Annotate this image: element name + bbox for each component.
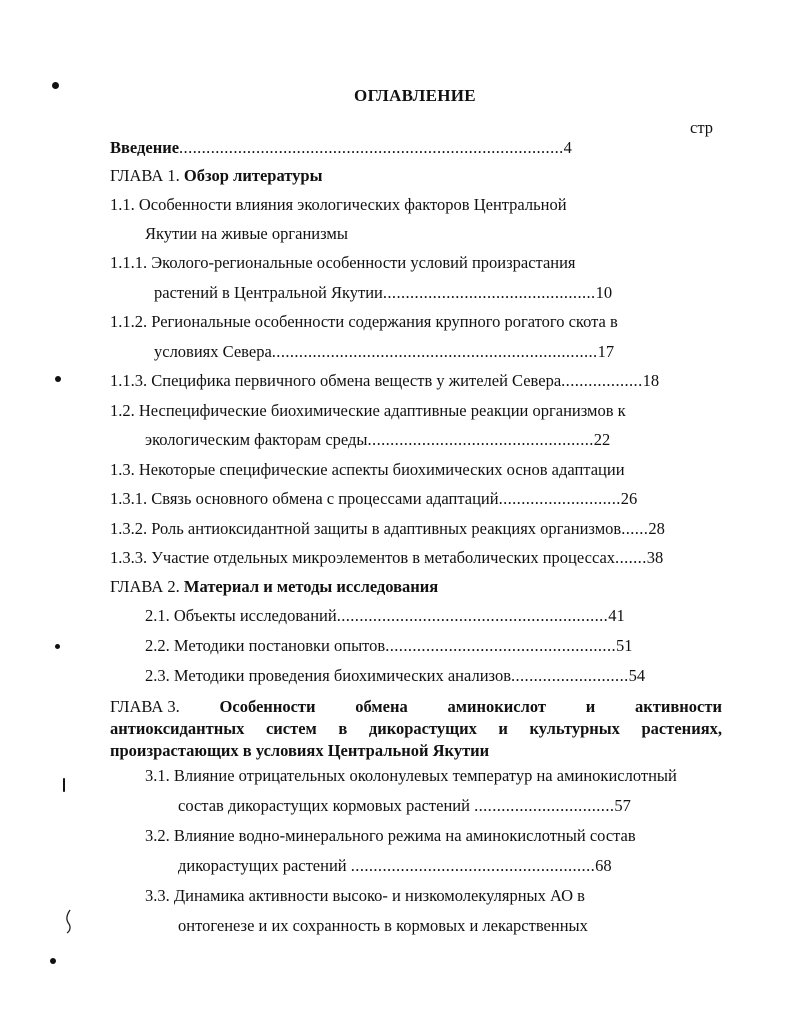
scan-dot-mark bbox=[55, 376, 61, 382]
toc-leader-dots: ........................................................................ bbox=[271, 342, 598, 361]
toc-entry-text: Введение bbox=[110, 138, 180, 157]
toc-entry-2-3[interactable] bbox=[145, 666, 722, 686]
toc-entry-text: Якутии на живые организмы bbox=[145, 224, 348, 243]
toc-entry-text: 1.3. Некоторые специфические аспекты биохимических основ адаптации bbox=[110, 460, 625, 479]
toc-entry-text: 1.2. Неспецифические биохимические адаптивные реакции организмов к bbox=[110, 401, 626, 420]
toc-entry-1-1-1[interactable] bbox=[110, 253, 576, 273]
toc-page-number: 26 bbox=[620, 489, 638, 508]
toc-entry-text: 1.3.2. Роль антиоксидантной защиты в адаптивных реакциях организмов bbox=[110, 519, 622, 538]
chapter-3-line-3: произрастающих в условиях Центральной Якутии bbox=[110, 741, 490, 760]
chapter-title-word: активности bbox=[635, 697, 722, 716]
toc-page-number: 57 bbox=[614, 796, 631, 815]
toc-leader-dots: ............................... bbox=[474, 796, 615, 815]
toc-page-number: 54 bbox=[628, 666, 646, 685]
toc-page-number: 41 bbox=[608, 606, 625, 625]
toc-entry-1-3[interactable] bbox=[110, 460, 625, 480]
toc-entry-1-1-3[interactable] bbox=[110, 371, 722, 391]
toc-page-number: 4 bbox=[563, 138, 572, 157]
toc-leader-dots: ...................................................... bbox=[350, 856, 596, 875]
toc-chapter-1[interactable] bbox=[110, 166, 322, 186]
toc-leader-dots: ........................... bbox=[498, 489, 621, 508]
toc-entry-text: 1.1. Особенности влияния экологических факторов Центральной bbox=[110, 195, 567, 214]
toc-entry-text: дикорастущих растений bbox=[178, 856, 347, 875]
toc-entry-text: состав дикорастущих кормовых растений bbox=[178, 796, 470, 815]
toc-entry-3-1[interactable] bbox=[145, 766, 677, 786]
toc-entry-text: онтогенезе и их сохранность в кормовых и лекарственных bbox=[178, 916, 588, 935]
scan-dot-mark bbox=[50, 958, 56, 964]
toc-page-number: 51 bbox=[616, 636, 633, 655]
toc-leader-dots: ............................................... bbox=[382, 283, 596, 302]
toc-leader-dots: .......................... bbox=[510, 666, 629, 685]
toc-leader-dots: ...... bbox=[621, 519, 649, 538]
toc-entry-2-1[interactable] bbox=[145, 606, 722, 626]
chapter-prefix: ГЛАВА 2. bbox=[110, 577, 184, 596]
scan-tick-mark bbox=[63, 778, 65, 792]
toc-entry-3-2[interactable] bbox=[145, 826, 636, 846]
scan-dot-mark bbox=[55, 644, 60, 649]
toc-entry-intro[interactable] bbox=[110, 138, 722, 158]
toc-page-number: 18 bbox=[642, 371, 660, 390]
toc-entry-3-2-cont bbox=[178, 856, 722, 876]
toc-entry-text: растений в Центральной Якутии bbox=[154, 283, 383, 302]
chapter-title-word: Особенности bbox=[219, 697, 316, 716]
chapter-title-word: аминокислот bbox=[447, 697, 546, 716]
toc-page-number: 10 bbox=[595, 283, 613, 302]
toc-leader-dots: ....... bbox=[615, 548, 647, 567]
toc-entry-1-2[interactable] bbox=[110, 401, 626, 421]
toc-leader-dots: ............................................................ bbox=[336, 606, 609, 625]
page-title: ОГЛАВЛЕНИЕ bbox=[354, 86, 476, 105]
scan-curl-mark bbox=[64, 908, 74, 934]
toc-entry-text: 2.1. Объекты исследований bbox=[145, 606, 337, 625]
chapter-prefix: ГЛАВА 1. bbox=[110, 166, 184, 185]
toc-entry-text: 2.2. Методики постановки опытов bbox=[145, 636, 386, 655]
toc-page-number: 68 bbox=[595, 856, 612, 875]
chapter-3-line-2: антиоксидантных систем в дикорастущих и культурных растениях, bbox=[110, 719, 722, 738]
toc-entry-text: 2.3. Методики проведения биохимических анализов bbox=[145, 666, 511, 685]
toc-entry-3-1-cont bbox=[178, 796, 722, 816]
toc-entry-1-1[interactable] bbox=[110, 195, 567, 215]
toc-entry-1-3-2[interactable] bbox=[110, 519, 722, 539]
toc-entry-text: 1.3.1. Связь основного обмена с процессами адаптаций bbox=[110, 489, 499, 508]
toc-leader-dots: .................. bbox=[561, 371, 643, 390]
toc-entry-1-1-2[interactable] bbox=[110, 312, 618, 332]
toc-page-number: 38 bbox=[646, 548, 664, 567]
chapter-3-line-1 bbox=[110, 696, 722, 718]
toc-leader-dots: .................................................. bbox=[367, 430, 594, 449]
toc-entry-1-3-1[interactable] bbox=[110, 489, 722, 509]
toc-entry-text: 1.1.3. Специфика первичного обмена веществ у жителей Севера bbox=[110, 371, 562, 390]
toc-page-number: 28 bbox=[648, 519, 665, 538]
toc-entry-text: условиях Севера bbox=[154, 342, 272, 361]
toc-entry-1-1-2-cont bbox=[154, 342, 722, 362]
toc-entry-1-1-1-cont bbox=[154, 283, 722, 303]
toc-chapter-3[interactable] bbox=[110, 696, 722, 762]
scan-dot-mark bbox=[52, 82, 59, 89]
chapter-prefix: ГЛАВА 3. bbox=[110, 697, 180, 716]
chapter-title: Обзор литературы bbox=[183, 166, 323, 185]
toc-chapter-2[interactable] bbox=[110, 577, 438, 597]
toc-entry-2-2[interactable] bbox=[145, 636, 722, 656]
toc-page-number: 17 bbox=[597, 342, 615, 361]
chapter-title-word: и bbox=[585, 697, 596, 716]
page-column-label: стр bbox=[690, 118, 713, 137]
toc-entry-text: 1.3.3. Участие отдельных микроэлементов в метаболических процессах bbox=[110, 548, 616, 567]
chapter-title-word: обмена bbox=[355, 697, 408, 716]
toc-entry-text: 1.1.2. Региональные особенности содержания крупного рогатого скота в bbox=[110, 312, 618, 331]
toc-entry-1-1-cont bbox=[145, 224, 348, 244]
toc-entry-text: 3.2. Влияние водно-минерального режима на аминокислотный состав bbox=[145, 826, 636, 845]
toc-leader-dots: ..................................................................................... bbox=[179, 138, 564, 157]
toc-entry-3-3-cont bbox=[178, 916, 588, 936]
toc-page-number: 22 bbox=[593, 430, 611, 449]
toc-entry-text: экологическим факторам среды bbox=[145, 430, 368, 449]
chapter-title: Материал и методы исследования bbox=[183, 577, 439, 596]
toc-entry-text: 3.3. Динамика активности высоко- и низкомолекулярных АО в bbox=[145, 886, 585, 905]
toc-leader-dots: ................................................... bbox=[385, 636, 616, 655]
toc-entry-1-3-3[interactable] bbox=[110, 548, 722, 568]
toc-entry-1-2-cont bbox=[145, 430, 722, 450]
toc-entry-text: 3.1. Влияние отрицательных околонулевых температур на аминокислотный bbox=[145, 766, 677, 785]
toc-entry-text: 1.1.1. Эколого-региональные особенности условий произрастания bbox=[110, 253, 576, 272]
toc-entry-3-3[interactable] bbox=[145, 886, 585, 906]
